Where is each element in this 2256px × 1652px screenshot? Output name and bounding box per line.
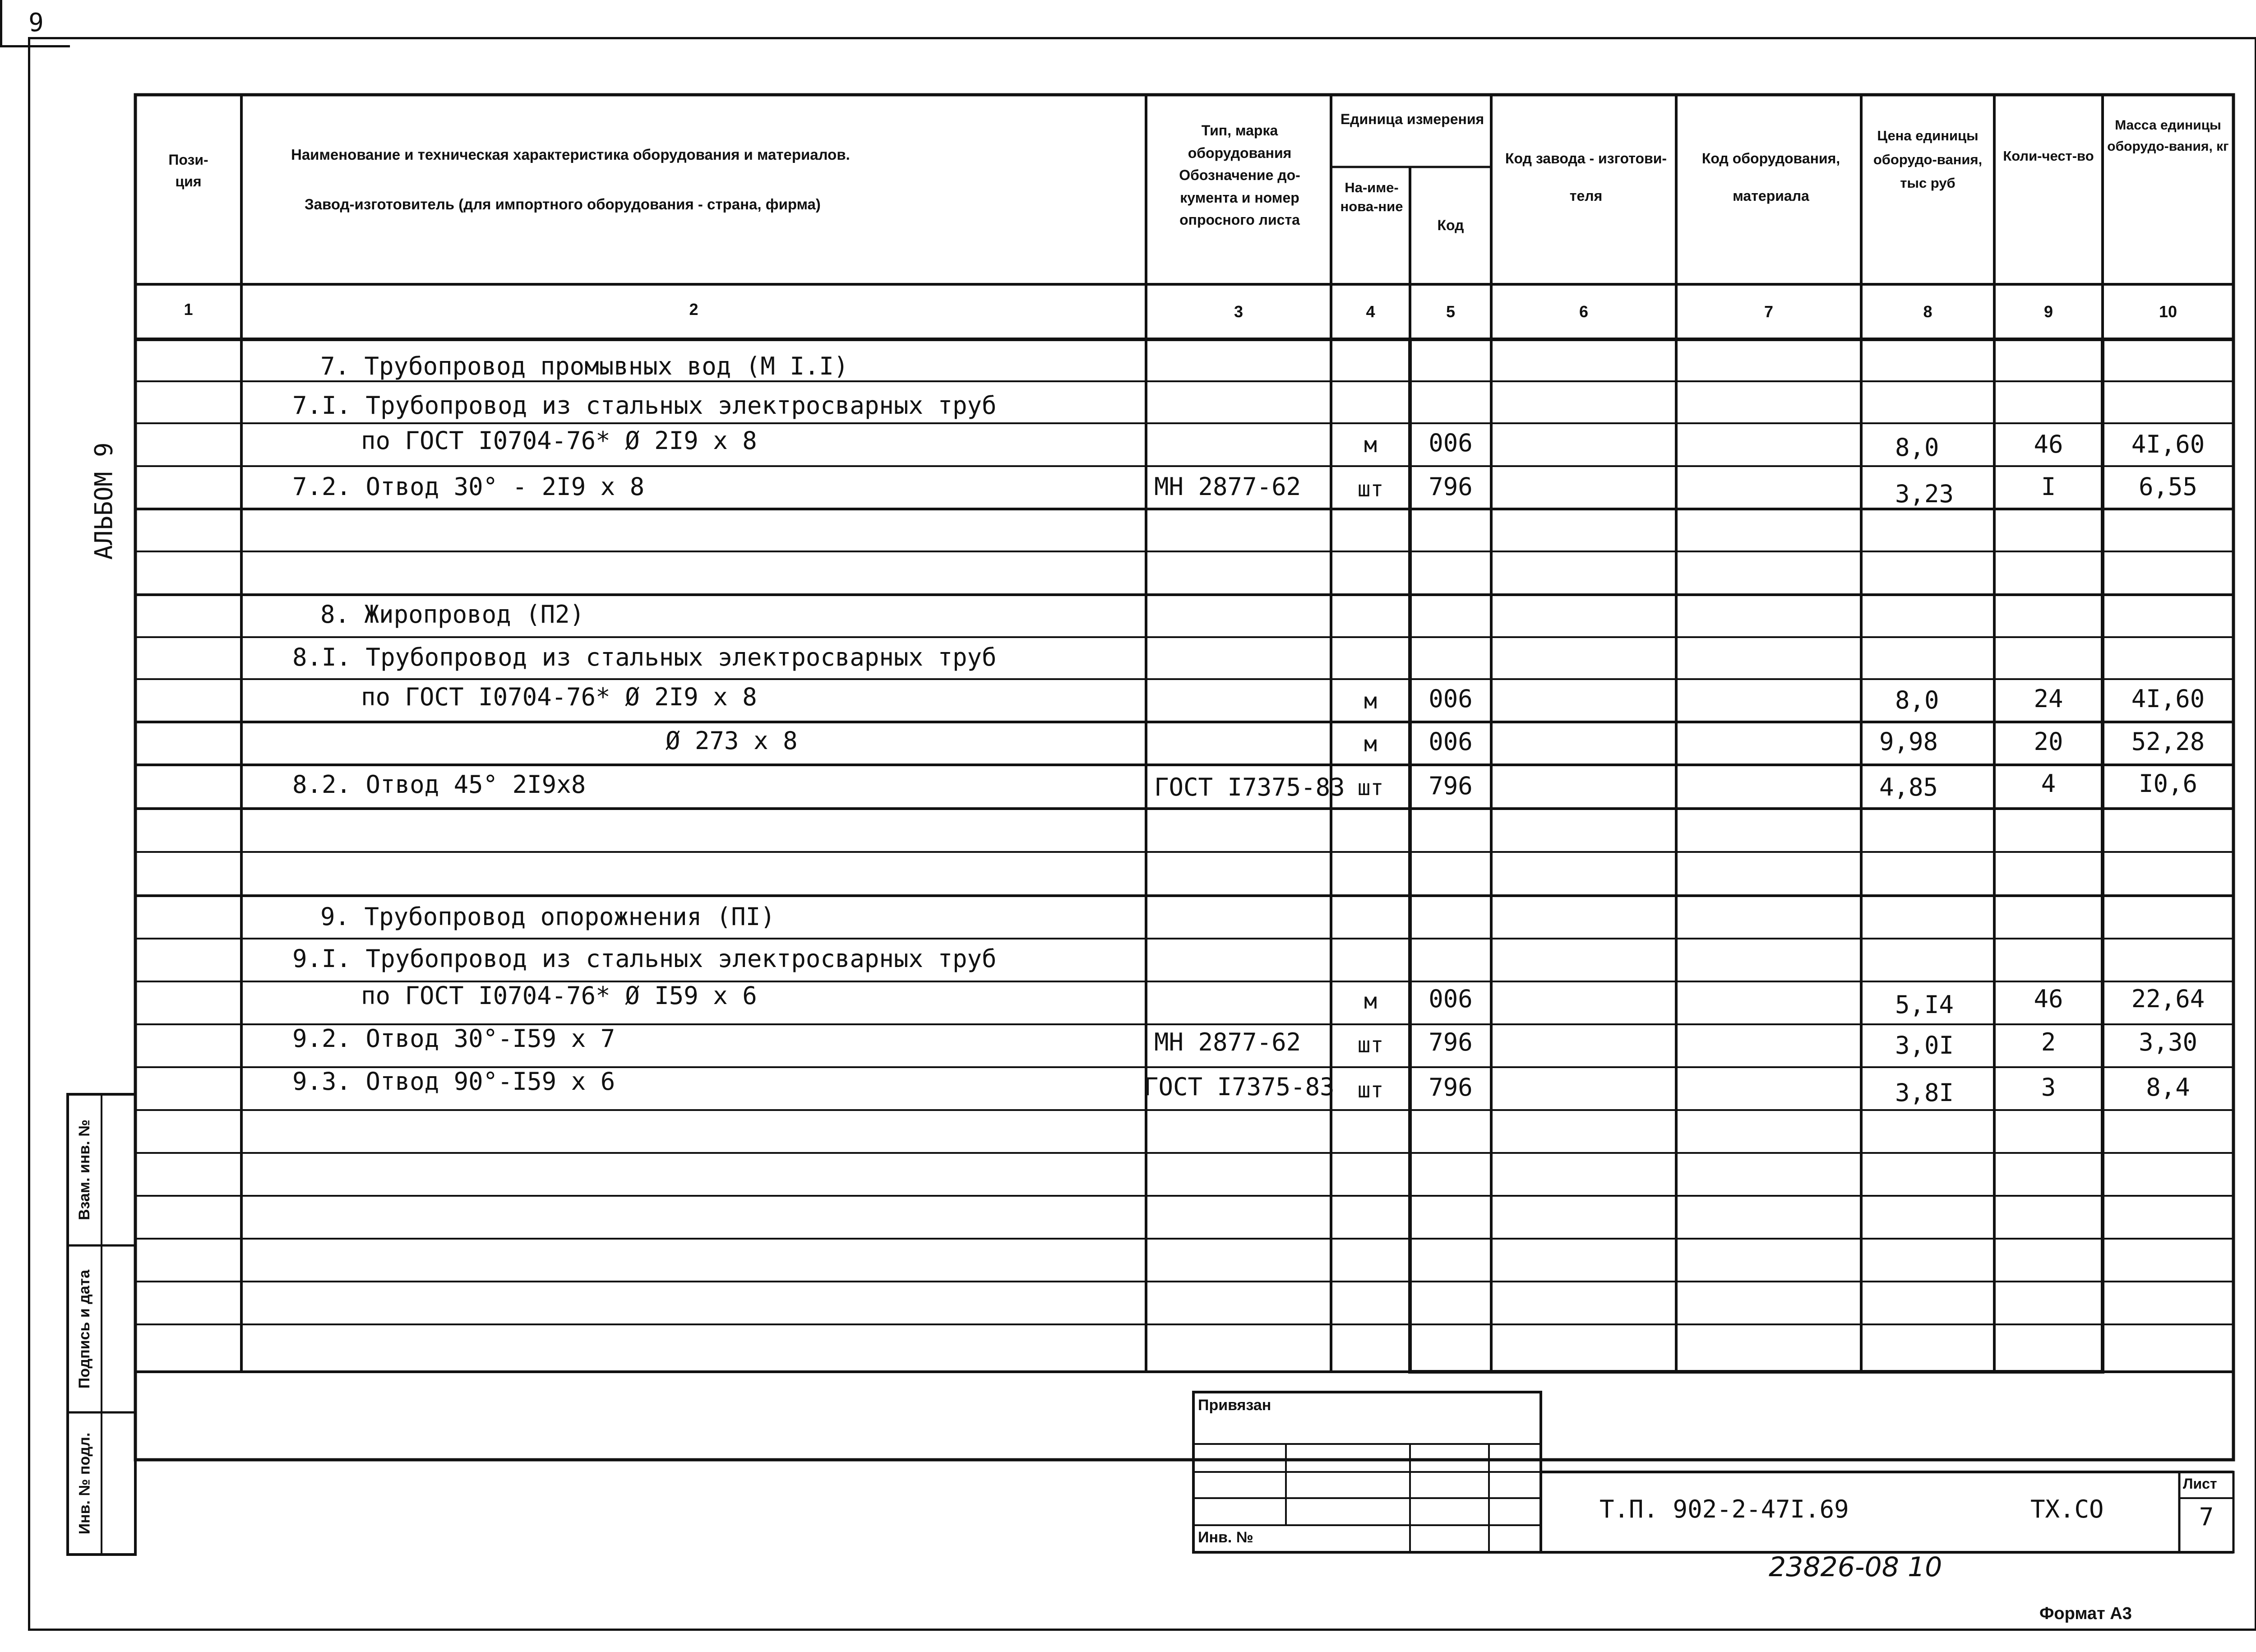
row-price: 3,23	[1895, 480, 1954, 508]
tb-sheet-number: 7	[2199, 1503, 2214, 1531]
row-mass: 22,64	[2131, 985, 2205, 1013]
row-unit: м	[1364, 989, 1377, 1014]
row-price: 5,I4	[1895, 990, 1954, 1019]
tb-doc-code: Т.П. 902-2-47I.69	[1600, 1495, 1849, 1523]
row-mass: I0,6	[2138, 769, 2198, 798]
colnum-10: 10	[2159, 302, 2177, 321]
colnum-3: 3	[1234, 302, 1244, 321]
row-mass: 6,55	[2138, 472, 2198, 501]
row-code: 006	[1428, 985, 1473, 1013]
header-col4: На-име-нова-ние	[1340, 180, 1403, 214]
colnum-6: 6	[1579, 302, 1589, 321]
row-name: 8.I. Трубопровод из стальных электросварных труб	[292, 643, 997, 671]
row-mass: 3,30	[2138, 1028, 2198, 1056]
album-label: АЛЬБОМ 9	[89, 442, 118, 560]
row-type: МН 2877-62	[1154, 472, 1301, 501]
colnum-7: 7	[1764, 302, 1774, 321]
row-qty: 4	[2041, 769, 2056, 798]
row-name: 9. Трубопровод опорожнения (ПI)	[320, 902, 775, 931]
row-mass: 4I,60	[2131, 430, 2205, 458]
row-name: по ГОСТ I0704-76* Ø I59 x 6	[361, 981, 757, 1010]
header-col6: Код завода - изготови-теля	[1505, 150, 1667, 204]
header-col3: Тип, марка оборудования Обозначение до-кумента и номер опросного листа	[1179, 122, 1300, 228]
row-name: Ø 273 x 8	[666, 727, 798, 755]
row-code: 006	[1428, 685, 1473, 713]
colnum-2: 2	[689, 300, 698, 319]
row-mass: 4I,60	[2131, 685, 2205, 713]
row-unit: шт	[1357, 477, 1384, 502]
row-unit: м	[1364, 689, 1377, 714]
colnum-1: 1	[184, 300, 193, 319]
stamp-replaced-inv: Взам. инв. №	[76, 1119, 93, 1221]
row-code: 006	[1428, 429, 1473, 457]
page-number: 9	[0, 0, 70, 47]
row-code: 796	[1428, 472, 1473, 501]
tb-sheet-code: ТХ.СО	[2030, 1495, 2104, 1523]
colnum-4: 4	[1366, 302, 1375, 321]
row-mass: 8,4	[2146, 1073, 2190, 1101]
header-col8: Цена единицы оборудо-вания, тыс руб	[1873, 128, 1983, 191]
row-name: 9.2. Отвод 30°-I59 x 7	[292, 1024, 615, 1053]
row-type: МН 2877-62	[1154, 1028, 1301, 1056]
header-col1: Пози- ция	[168, 152, 208, 190]
row-name: 7. Трубопровод промывных вод (М I.I)	[320, 352, 849, 380]
row-qty: 2	[2041, 1028, 2056, 1056]
row-price: 3,0I	[1895, 1031, 1954, 1060]
stamp-signature-date: Подпись и дата	[76, 1269, 93, 1388]
header-col7: Код оборудования, материала	[1701, 150, 1840, 204]
row-type: ГОСТ I7375-83	[1144, 1073, 1335, 1101]
colnum-9: 9	[2043, 302, 2053, 321]
row-type: ГОСТ I7375-83	[1154, 773, 1345, 801]
row-name: 8. Жиропровод (П2)	[320, 600, 585, 629]
row-price: 3,8I	[1895, 1078, 1954, 1107]
tb-sheet-label: Лист	[2183, 1476, 2217, 1492]
row-unit: м	[1364, 731, 1377, 757]
row-mass: 52,28	[2131, 727, 2205, 756]
row-unit: м	[1364, 432, 1377, 458]
header-col9: Коли-чест-во	[2003, 148, 2094, 164]
header-unit-group: Единица измерения	[1340, 111, 1484, 127]
row-qty: 3	[2041, 1073, 2056, 1101]
row-name: по ГОСТ I0704-76* Ø 2I9 x 8	[361, 683, 757, 711]
header-col10: Масса единицы оборудо-вания, кг	[2107, 118, 2229, 154]
row-price: 4,85	[1879, 773, 1938, 801]
handwritten-number: 23826-08 10	[1769, 1551, 1942, 1583]
row-name: 7.2. Отвод 30° - 2I9 x 8	[292, 472, 645, 501]
colnum-8: 8	[1923, 302, 1932, 321]
tb-inv-no: Инв. №	[1198, 1529, 1253, 1546]
tb-privyazan: Привязан	[1198, 1397, 1271, 1414]
row-code: 796	[1428, 772, 1473, 800]
header-col2-line2: Завод-изготовитель (для импортного оборудования - страна, фирма)	[305, 196, 821, 213]
row-qty: 46	[2034, 985, 2063, 1013]
colnum-5: 5	[1446, 302, 1456, 321]
row-qty: 20	[2034, 727, 2063, 756]
row-unit: шт	[1357, 1078, 1384, 1103]
row-code: 796	[1428, 1073, 1473, 1101]
row-name: 9.3. Отвод 90°-I59 x 6	[292, 1067, 615, 1096]
row-qty: 46	[2034, 430, 2063, 458]
row-price: 8,0	[1895, 433, 1939, 462]
row-name: 9.I. Трубопровод из стальных электросварных труб	[292, 944, 997, 973]
row-price: 9,98	[1879, 727, 1938, 756]
row-name: по ГОСТ I0704-76* Ø 2I9 x 8	[361, 426, 757, 455]
row-code: 796	[1428, 1028, 1473, 1056]
stamp-original-inv: Инв. № подл.	[76, 1432, 93, 1535]
row-unit: шт	[1357, 1032, 1384, 1058]
row-name: 7.I. Трубопровод из стальных электросварных труб	[292, 391, 997, 420]
row-qty: I	[2041, 472, 2056, 501]
row-code: 006	[1428, 727, 1473, 756]
row-price: 8,0	[1895, 686, 1939, 714]
header-col5: Код	[1437, 217, 1464, 233]
format-label: Формат А3	[2039, 1604, 2132, 1623]
row-name: 8.2. Отвод 45° 2I9x8	[292, 770, 586, 799]
row-qty: 24	[2034, 685, 2063, 713]
row-unit: шт	[1357, 775, 1384, 801]
header-col2-line1: Наименование и техническая характеристика оборудования и материалов.	[291, 146, 850, 163]
